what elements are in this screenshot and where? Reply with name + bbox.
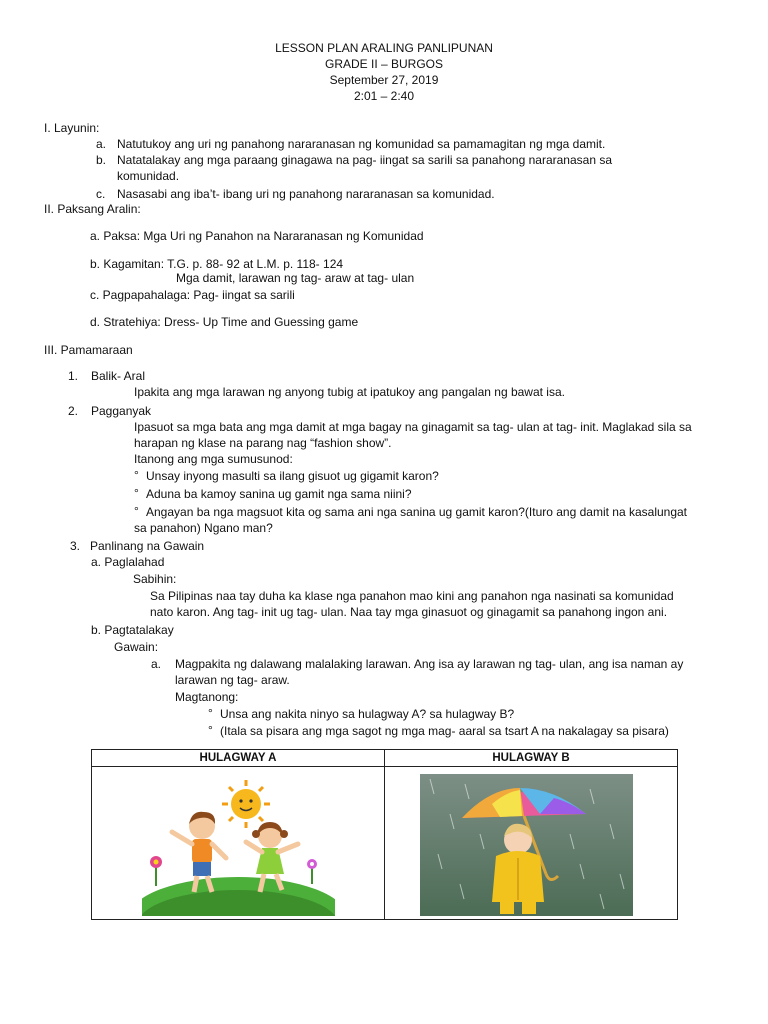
section-layunin-heading: I. Layunin: [44,121,100,135]
doc-date: September 27, 2019 [329,73,439,87]
pagganyak-title: Pagganyak [91,404,152,418]
magtanong-item: Unsa ang nakita ninyo sa hulagway A? sa hulagway B? [220,707,515,721]
bullet-icon: ° [134,504,139,518]
sunny-day-image [142,774,335,916]
bullet-icon: ° [208,723,213,737]
list-item: Natatalakay ang mga paraang ginagawa na pag- iingat sa sarili sa panahong nararanasan sa [117,153,613,167]
list-marker: a. [151,657,162,671]
balik-aral-text: Ipakita ang mga larawan ng anyong tubig at ipatukoy ang pangalan ng bawat isa. [134,385,565,399]
doc-title: LESSON PLAN ARALING PANLIPUNAN [275,41,493,55]
pagtatalakay-title: b. Pagtatalakay [91,623,174,637]
section-pamamaraan-heading: III. Pamamaraan [44,343,133,357]
balik-aral-title: Balik- Aral [91,369,146,383]
table-header-b: HULAGWAY B [492,752,570,764]
question-item-cont: sa panahon) Ngano man? [134,521,273,535]
sabihin-label: Sabihin: [133,572,177,586]
doc-grade: GRADE II – BURGOS [324,57,444,71]
kagamitan-line-cont: Mga damit, larawan ng tag- araw at tag- ulan [176,271,415,285]
bullet-icon: ° [208,706,213,720]
gawain-label: Gawain: [114,640,159,654]
stratehiya-line: d. Stratehiya: Dress- Up Time and Guessing game [90,315,359,329]
list-item-cont: komunidad. [117,169,180,183]
sabihin-text: nato karon. Ang tag- init ug tag- ulan. Naa tay mga ginasuot og ginagamit sa panahong ingon ani. [150,605,668,619]
sunny-children-icon [142,774,335,916]
kagamitan-line: b. Kagamitan: T.G. p. 88- 92 at L.M. p. 118- 124 [90,257,344,271]
question-item: Unsay inyong masulti sa ilang gisuot ug gigamit karon? [146,469,439,483]
gawain-text: Magpakita ng dalawang malalaking larawan. Ang isa ay larawan ng tag- ulan, ang isa naman ay [175,657,684,671]
pagganyak-text: Itanong ang mga sumusunod: [134,452,293,466]
list-marker: 1. [68,369,79,383]
pagganyak-text: Ipasuot sa mga bata ang mga damit at mga bagay na ginagamit sa tag- ulan at tag- init. Maglakad sila sa [134,420,692,434]
question-item: Aduna ba kamoy sanina ug gamit nga sama niini? [146,487,412,501]
pagganyak-text: harapan ng klase na parang nag “fashion show”. [134,436,392,450]
umbrella-child-icon [420,774,633,916]
doc-time: 2:01 – 2:40 [353,89,415,103]
table-header-a: HULAGWAY A [199,752,277,764]
paksa-line: a. Paksa: Mga Uri ng Panahon na Nararanasan ng Komunidad [90,229,424,243]
list-marker: a. [96,137,107,151]
paglalahad-title: a. Paglalahad [91,555,165,569]
pagpapahalaga-line: c. Pagpapahalaga: Pag- iingat sa sarili [90,288,295,302]
list-item: Nasasabi ang iba’t- ibang uri ng panahong nararanasan sa komunidad. [117,187,495,201]
list-marker: 2. [68,404,79,418]
table-divider [92,766,677,767]
magtanong-label: Magtanong: [175,690,239,704]
question-item: Angayan ba nga magsuot kita og sama ani nga sanina ug gamit karon?(Ituro ang damit na kasalungat [146,505,688,519]
magtanong-item: (Itala sa pisara ang mga sagot ng mga mag- aaral sa tsart A na nakalagay sa pisara) [220,724,669,738]
section-paksang-aralin-heading: II. Paksang Aralin: [44,202,141,216]
table-divider [384,750,385,919]
bullet-icon: ° [134,468,139,482]
list-marker: c. [96,187,106,201]
gawain-text: larawan ng tag- araw. [175,673,290,687]
list-item: Natutukoy ang uri ng panahong nararanasan ng komunidad sa pamamagitan ng mga damit. [117,137,606,151]
panlinang-title: Panlinang na Gawain [90,539,205,553]
hulagway-table [91,749,678,920]
list-marker: b. [96,153,107,167]
sabihin-text: Sa Pilipinas naa tay duha ka klase nga panahon mao kini ang panahon nga nasinati sa komunidad [150,589,674,603]
list-marker: 3. [70,539,81,553]
bullet-icon: ° [134,486,139,500]
rainy-day-image [420,774,633,916]
